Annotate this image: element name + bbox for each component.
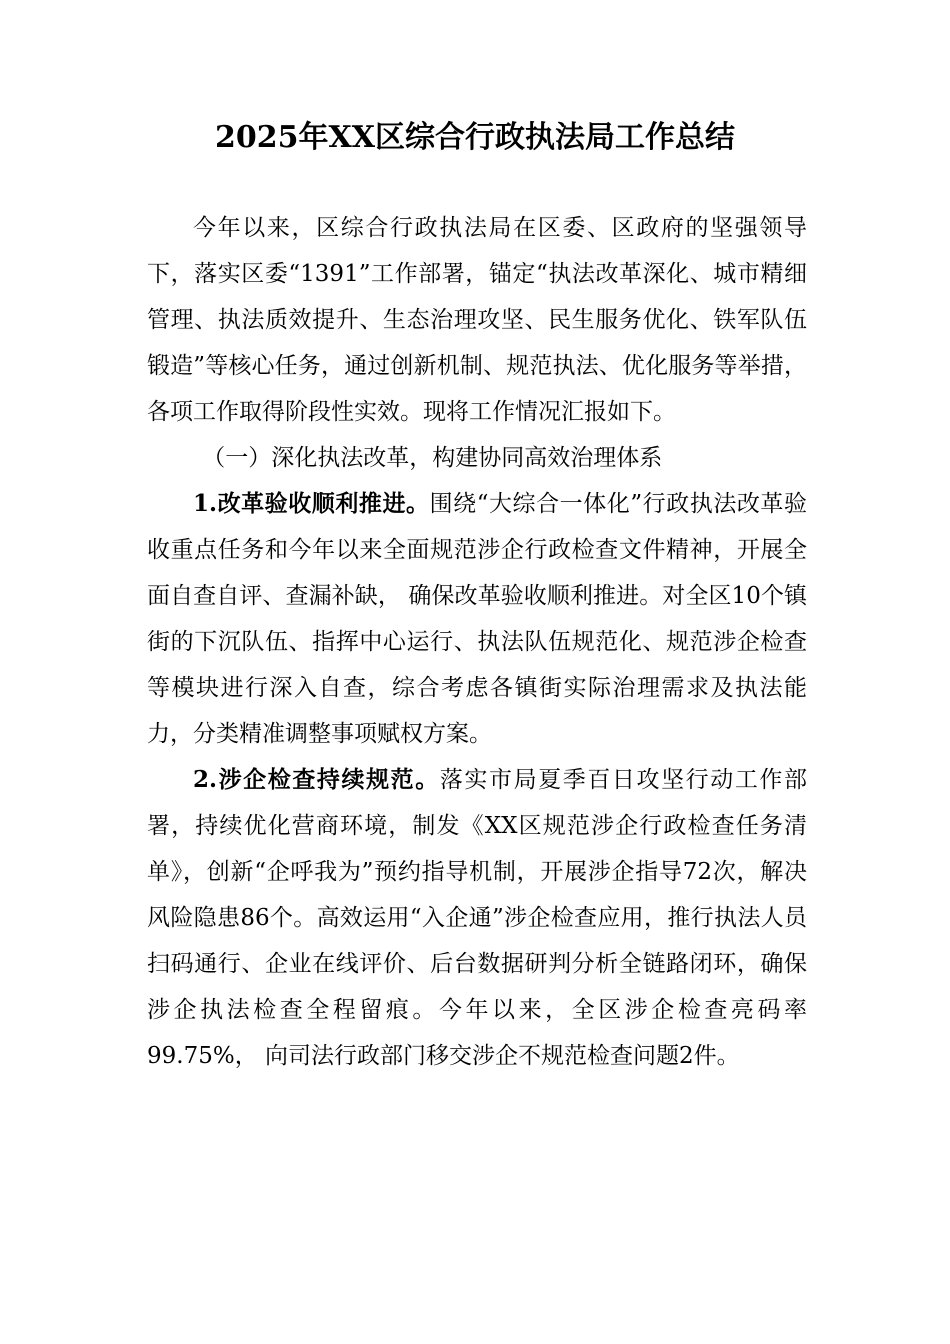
document-body (147, 205, 807, 1079)
item-text: 落实市局夏季百日攻坚行动工作部署，持续优化营商环境，制发《XX区规范涉企行政检查任务清单》，创新“企呼我为”预约指导机制，开展涉企指导72次，解决风险隐患86个。高效运用“入企通”涉企检查应用，推行执法人员扫码通行、企业在线评价、后台数据研判分析全链路闭环，确保涉企执法检查全程留痕。今年以来，全区涉企检查亮码率99.75%， 向司法行政部门移交涉企不规范检查问题2件。 (147, 767, 808, 1069)
item-lead: 2.涉企检查持续规范。 (193, 766, 440, 793)
list-item (147, 481, 807, 757)
section-heading: （一）深化执法改革，构建协同高效治理体系 (202, 445, 663, 471)
item-text: 围绕“大综合一体化”行政执法改革验收重点任务和今年以来全面规范涉企行政检查文件精神，开展全面自查自评、查漏补缺， 确保改革验收顺利推进。对全区10个镇街的下沉队伍、指挥中心运行、执法队伍规范化、规范涉企检查等模块进行深入自查，综合考虑各镇街实际治理需求及执法能力，分类精准调整事项赋权方案。 (147, 491, 807, 747)
list-item (147, 757, 807, 1079)
item-lead: 1.改革验收顺利推进。 (193, 490, 430, 517)
document-title: 2025年XX区综合行政执法局工作总结 (214, 120, 736, 155)
intro-paragraph: 今年以来，区综合行政执法局在区委、区政府的坚强领导下，落实区委“1391”工作部署，锚定“执法改革深化、城市精细管理、执法质效提升、生态治理攻坚、民生服务优化、铁军队伍锻造”等核心任务，通过创新机制、规范执法、优化服务等举措，各项工作取得阶段性实效。现将工作情况汇报如下。 (147, 215, 807, 425)
